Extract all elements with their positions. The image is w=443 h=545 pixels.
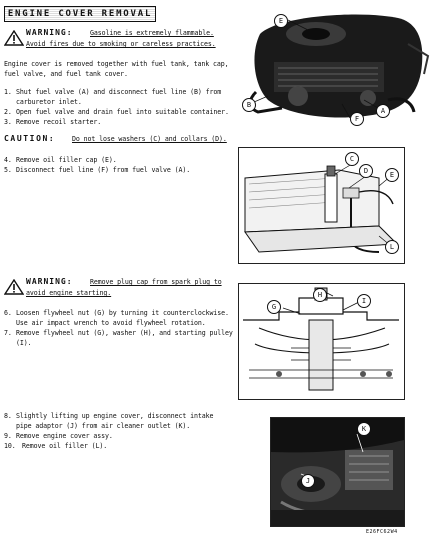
callout-c: C bbox=[345, 152, 359, 166]
step-number: 10. bbox=[4, 442, 16, 450]
step-number: 1. bbox=[4, 88, 12, 96]
step-number: 7. bbox=[4, 329, 12, 337]
step-text: Slightly lifting up engine cover, disconnect intake bbox=[16, 412, 214, 420]
section-title: ENGINE COVER REMOVAL bbox=[4, 6, 156, 22]
step-text-cont: Use air impact wrench to avoid flywheel rotation. bbox=[16, 319, 206, 327]
figure-fuel-valve bbox=[238, 147, 405, 264]
step-text: Shut fuel valve (A) and disconnect fuel line (B) from bbox=[16, 88, 222, 96]
callout-a: A bbox=[376, 104, 390, 118]
callout-k: K bbox=[357, 422, 371, 436]
callout-l: L bbox=[385, 240, 399, 254]
intake-pipe-illustration bbox=[271, 418, 404, 526]
caution-label: CAUTION: bbox=[4, 134, 56, 143]
warning-text-line1: Gasoline is extremely flammable. bbox=[90, 29, 214, 37]
callout-i: I bbox=[357, 294, 371, 308]
step-text-cont: carburetor inlet. bbox=[16, 98, 82, 106]
figure-intake-pipe bbox=[270, 417, 405, 527]
warning-label: WARNING: bbox=[26, 28, 73, 37]
step-text: Remove recoil starter. bbox=[16, 118, 102, 126]
warning-triangle-icon bbox=[4, 30, 24, 46]
callout-h: H bbox=[313, 288, 327, 302]
warning-block-1 bbox=[4, 28, 234, 52]
step-text: Open fuel valve and drain fuel into suitable container. bbox=[16, 108, 229, 116]
step-text: Remove oil filler (L). bbox=[22, 442, 108, 450]
step-text-cont: (I). bbox=[16, 339, 32, 347]
callout-b: B bbox=[242, 98, 256, 112]
warning-label: WARNING: bbox=[26, 277, 73, 286]
step-number: 5. bbox=[4, 166, 12, 174]
intro-line2: fuel valve, and fuel tank cover. bbox=[4, 70, 128, 78]
warning-block-2 bbox=[4, 277, 234, 301]
callout-e: E bbox=[385, 168, 399, 182]
figure-code: E26FC62W4 bbox=[366, 529, 398, 535]
figure-engine-fuel-line bbox=[238, 4, 438, 128]
step-text: Remove oil filler cap (E). bbox=[16, 156, 117, 164]
step-number: 9. bbox=[4, 432, 12, 440]
step-text: Disconnect fuel line (F) from fuel valve (A). bbox=[16, 166, 191, 174]
callout-e: E bbox=[274, 14, 288, 28]
callout-g: G bbox=[267, 300, 281, 314]
step-number: 3. bbox=[4, 118, 12, 126]
step-number: 8. bbox=[4, 412, 12, 420]
figure-flywheel bbox=[238, 283, 405, 400]
caution-text: Do not lose washers (C) and collars (D). bbox=[72, 135, 227, 143]
step-text-cont: pipe adaptor (J) from air cleaner outlet (K). bbox=[16, 422, 191, 430]
warning-triangle-icon bbox=[4, 279, 24, 295]
callout-j: J bbox=[301, 474, 315, 488]
callout-d: D bbox=[359, 164, 373, 178]
step-number: 6. bbox=[4, 309, 12, 317]
warning-text-line2: avoid engine starting. bbox=[26, 289, 112, 297]
callout-f: F bbox=[350, 112, 364, 126]
engine-photo-illustration bbox=[238, 4, 438, 128]
warning-text-line1: Remove plug cap from spark plug to bbox=[90, 278, 222, 286]
step-text: Loosen flywheel nut (G) by turning it counterclockwise. bbox=[16, 309, 229, 317]
step-text: Remove flywheel nut (G), washer (H), and starting pulley bbox=[16, 329, 233, 337]
warning-text-line2: Avoid fires due to smoking or careless practices. bbox=[26, 40, 216, 48]
step-text: Remove engine cover assy. bbox=[16, 432, 113, 440]
fuel-valve-illustration bbox=[239, 148, 404, 263]
intro-line1: Engine cover is removed together with fuel tank, tank cap, bbox=[4, 60, 229, 68]
step-number: 4. bbox=[4, 156, 12, 164]
step-number: 2. bbox=[4, 108, 12, 116]
